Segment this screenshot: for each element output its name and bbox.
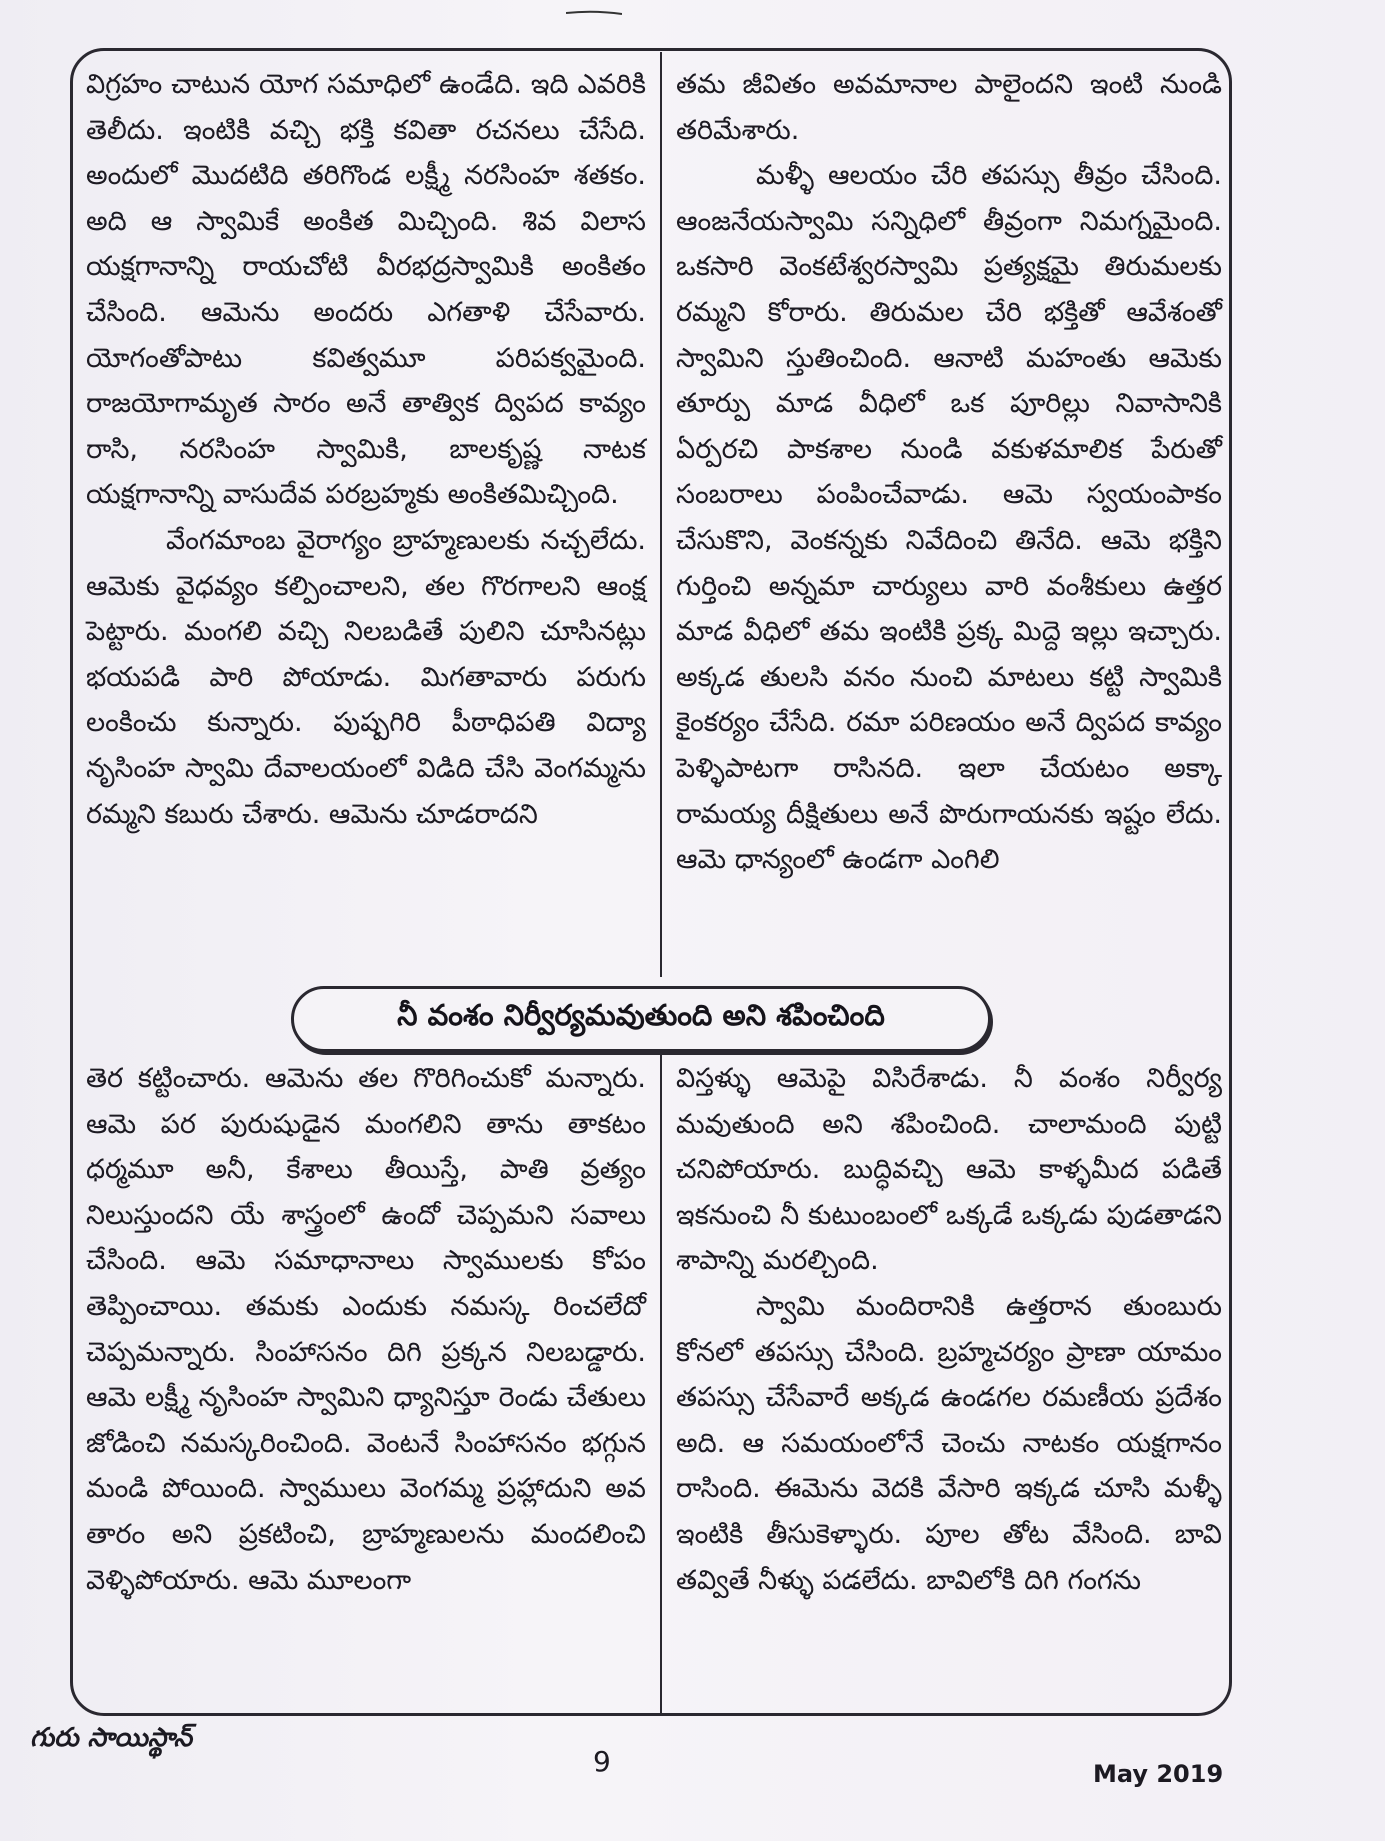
subheading-banner: నీ వంశం నిర్వీర్యమవుతుంది అని శపించింది [291, 986, 991, 1052]
column-top-left [86, 62, 646, 837]
paragraph: వేంగమాంబ వైరాగ్యం బ్రాహ్మణులకు నచ్చలేదు. ఆమెకు వైధవ్యం కల్పించాలని, తల గొరగాలని ఆంక్ష పెట్టారు. మంగలి వచ్చి నిలబడితే పులిని చూసినట్లు భయపడి పారి పోయాడు. మిగతావారు పరుగు లంకించు కున్నారు. పుష్పగిరి పీఠాధిపతి విద్యా నృసింహ స్వామి దేవాలయంలో విడిది చేసి వెంగమ్మను రమ్మని కబురు చేశారు. ఆమెను చూడరాదని [86, 524, 646, 830]
paragraph: విగ్రహం చాటున యోగ సమాధిలో ఉండేది. ఇది ఎవరికి తెలీదు. ఇంటికి వచ్చి భక్తి కవితా రచనలు చేసేది. అందులో మొదటిది తరిగొండ లక్ష్మీ నరసింహ శతకం. అది ఆ స్వామికే అంకిత మిచ్చింది. శివ విలాస యక్షగానాన్ని రాయచోటి వీరభద్రస్వామికి అంకితం చేసింది. ఆమెను అందరు ఎగతాళి చేసేవారు. యోగంతోపాటు కవిత్వమూ పరిపక్వమైంది. రాజయోగామృత సారం అనే తాత్విక ద్విపద కావ్యం రాసి, నరసింహ స్వామికి, బాలకృష్ణ నాటక యక్షగానాన్ని వాసుదేవ పరబ్రహ్మకు అంకితమిచ్చింది. [86, 69, 646, 511]
staple-mark [566, 10, 622, 16]
issue-date: May 2019 [1093, 1760, 1224, 1788]
page-number: 9 [593, 1745, 611, 1778]
paragraph: తమ జీవితం అవమానాల పాలైందని ఇంటి నుండి తరిమేశారు. [676, 69, 1222, 146]
paragraph: స్వామి మందిరానికి ఉత్తరాన తుంబురు కోనలో తపస్సు చేసింది. బ్రహ్మచర్యం ప్రాణా యామం తపస్సు చేసేవారే అక్కడ ఉండగల రమణీయ ప్రదేశం అది. ఆ సమయంలోనే చెంచు నాటకం యక్షగానం రాసింది. ఈమెను వెదకి వేసారి ఇక్కడ చూసి మళ్ళీ ఇంటికి తీసుకెళ్ళారు. పూల తోట వేసింది. బావి తవ్వితే నీళ్ళు పడలేదు. బావిలోకి దిగి గంగను [676, 1290, 1222, 1596]
paragraph: విస్తళ్ళు ఆమెపై విసిరేశాడు. నీ వంశం నిర్వీర్య మవుతుంది అని శపించింది. చాలామంది పుట్టి చనిపోయారు. బుద్ధివచ్చి ఆమె కాళ్ళమీద పడితే ఇకనుంచి నీ కుటుంబంలో ఒక్కడే ఒక్కడు పుడతాడని శాపాన్ని మరల్చింది. [676, 1063, 1222, 1277]
column-divider-bottom [660, 1055, 662, 1713]
paragraph: మళ్ళీ ఆలయం చేరి తపస్సు తీవ్రం చేసింది. ఆంజనేయస్వామి సన్నిధిలో తీవ్రంగా నిమగ్నమైంది. ఒకసారి వెంకటేశ్వరస్వామి ప్రత్యక్షమై తిరుమలకు రమ్మని కోరారు. తిరుమల చేరి భక్తితో ఆవేశంతో స్వామిని స్తుతించింది. ఆనాటి మహంతు ఆమెకు తూర్పు మాడ వీధిలో ఒక పూరిల్లు నివాసానికి ఏర్పరచి పాకశాల నుండి వకుళమాలిక పేరుతో సంబరాలు పంపించేవాడు. ఆమె స్వయంపాకం చేసుకొని, వెంకన్నకు నివేదించి తినేది. ఆమె భక్తిని గుర్తించి అన్నమా చార్యులు వారి వంశీకులు ఉత్తర మాడ వీధిలో తమ ఇంటికి ప్రక్క మిద్దె ఇల్లు ఇచ్చారు. అక్కడ తులసి వనం నుంచి మాటలు కట్టి స్వామికి కైంకర్యం చేసేది. రమా పరిణయం అనే ద్విపద కావ్యం పెళ్ళిపాటగా రాసినది. ఇలా చేయటం అక్కా రామయ్య దీక్షితులు అనే పొరుగాయనకు ఇష్టం లేదు. ఆమె ధాన్యంలో ఉండగా ఎంగిలి [676, 160, 1222, 876]
magazine-name: గురు సాయిస్థాన్ [30, 1723, 192, 1753]
column-divider-top [660, 52, 662, 977]
column-bottom-right [676, 1056, 1222, 1603]
column-bottom-left [86, 1056, 646, 1603]
paragraph: తెర కట్టించారు. ఆమెను తల గొరిగించుకో మన్నారు. ఆమె పర పురుషుడైన మంగలిని తాను తాకటం ధర్మమూ అనీ, కేశాలు తీయిస్తే, పాతి వ్రత్యం నిలుస్తుందని యే శాస్త్రంలో ఉందో చెప్పమని సవాలు చేసింది. ఆమె సమాధానాలు స్వాములకు కోపం తెప్పించాయి. తమకు ఎందుకు నమస్క రించలేదో చెప్పమన్నారు. సింహాసనం దిగి ప్రక్కన నిలబడ్డారు. ఆమె లక్ష్మీ నృసింహ స్వామిని ధ్యానిస్తూ రెండు చేతులు జోడించి నమస్కరించింది. వెంటనే సింహాసనం భగ్గున మండి పోయింది. స్వాములు వెంగమ్మ ప్రహ్లాదుని అవ తారం అని ప్రకటించి, బ్రాహ్మణులను మందలించి వెళ్ళిపోయారు. ఆమె మూలంగా [86, 1063, 646, 1596]
column-top-right [676, 62, 1222, 883]
